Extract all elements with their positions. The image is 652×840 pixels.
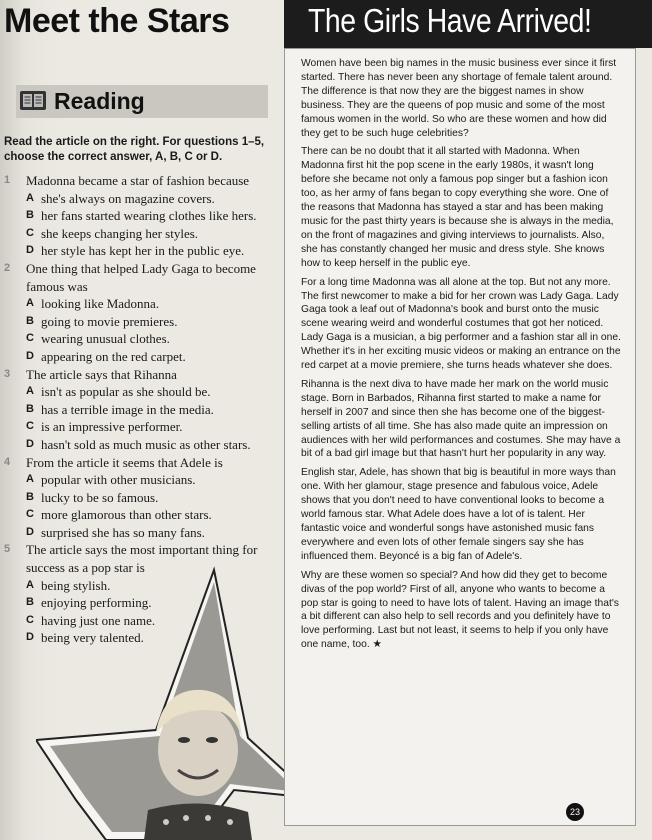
question-number: 4 (4, 455, 11, 468)
question (4, 260, 274, 366)
option-text: she keeps changing her styles. (41, 225, 199, 241)
option-text: wearing unusual clothes. (41, 331, 170, 347)
article-paragraph: There can be no doubt that it all started with Madonna. When Madonna first hit the pop scene in the early 1980s, it wasn't long before she became not only a famous pop singer but a fashion icon too, as her army of fans began to copy everything she wore. One of the reasons that Madonna has stayed a star and has been making music for the past thirty years is because she is always in the media, on the front of magazines and giving interviews to journalists. Also, she has constantly changed her music and dress style. She knows how to keep herself in the public eye. (301, 146, 614, 269)
answer-option (4, 401, 274, 419)
question-number: 5 (4, 543, 11, 556)
article-body (301, 57, 623, 657)
option-letter: D (26, 631, 34, 644)
option-text: looking like Madonna. (41, 296, 160, 312)
option-text: her style has kept her in the public eye. (41, 243, 245, 259)
question (4, 366, 274, 454)
answer-option (4, 506, 274, 524)
option-text: is an impressive performer. (41, 419, 183, 435)
option-text: she's always on magazine covers. (41, 190, 215, 206)
article-paragraph: Why are these women so special? And how did they get to become divas of the pop world? First of all, anyone who wants to become a pop star is going to need to have lots of talent. Having an image that's a bit different can also help to sell records and you definitely have to love performing. Last but not least, it seems to help if you only have one name, too. ★ (301, 569, 619, 651)
option-letter: C (26, 332, 34, 345)
option-text: more glamorous than other stars. (41, 507, 212, 523)
option-letter: A (26, 297, 34, 310)
question (4, 172, 274, 260)
question-number: 1 (4, 174, 11, 186)
option-letter: D (26, 244, 34, 257)
option-text: surprised she has so many fans. (41, 524, 205, 540)
section-header (16, 85, 268, 118)
answer-option (4, 207, 274, 225)
option-text: hasn't sold as much music as other stars. (41, 436, 251, 452)
answer-option (4, 418, 274, 436)
option-letter: C (26, 613, 34, 626)
answer-option (4, 330, 274, 348)
answer-option (4, 471, 274, 489)
option-letter: A (26, 473, 34, 486)
answer-option (4, 225, 274, 243)
option-text: enjoying performing. (41, 595, 152, 611)
star-photo (36, 560, 316, 840)
option-text: having just one name. (41, 612, 156, 628)
option-letter: B (26, 209, 34, 222)
answer-option (4, 436, 274, 454)
answer-option (4, 190, 274, 208)
option-letter: B (26, 596, 34, 609)
option-letter: B (26, 314, 34, 327)
answer-option (4, 524, 274, 542)
article-box (284, 48, 636, 826)
option-letter: A (26, 385, 34, 398)
question-stem: From the article it seems that Adele is (26, 454, 223, 470)
option-letter: A (26, 191, 34, 204)
option-letter: C (26, 226, 34, 239)
option-letter: C (26, 508, 34, 521)
option-text: popular with other musicians. (41, 472, 196, 488)
option-text: appearing on the red carpet. (41, 348, 186, 364)
option-text: being very talented. (41, 630, 144, 646)
question-stem: The article says that Rihanna (26, 366, 177, 382)
option-letter: D (26, 525, 34, 538)
option-text: being stylish. (41, 577, 111, 593)
option-letter: D (26, 437, 34, 450)
answer-option (4, 489, 274, 507)
option-text: lucky to be so famous. (41, 489, 159, 505)
question-stem: The article says the most important thing for success as a pop star is (26, 542, 258, 576)
answer-option (4, 383, 274, 401)
article-banner (284, 0, 652, 48)
question-stem: One thing that helped Lady Gaga to become famous was (26, 260, 256, 294)
option-text: going to movie premieres. (41, 313, 178, 329)
question-number: 3 (4, 367, 11, 380)
option-letter: A (26, 578, 34, 591)
page-title: Meet the Stars (4, 2, 230, 40)
section-label: Reading (54, 88, 145, 114)
article-paragraph: Rihanna is the next diva to have made her mark on the world music stage. Born in Barbados, Rihanna first started to make a name for herself in 2007 and since then she has become one of the biggest-selling artists of all time. She has also made quite an impression on audiences with her wild performances and costumes. She may have a bit of a bad girl image but that hasn't hurt her popularity in any way. (301, 378, 621, 460)
article-paragraph: For a long time Madonna was all alone at the top. But not any more. The first newcomer to make a bid for her crown was Lady Gaga. Lady Gaga took a leaf out of Madonna's book and burst onto the music scene wearing weird and wonderful costumes that got her noticed. Lady Gaga is a musician, a big performer and a fashion star all in one. Whether it's in her exciting music videos or making an entrance on the red carpet at a movie premiere, she turns heads whatever she does. (301, 276, 621, 372)
option-text: her fans started wearing clothes like hers. (41, 208, 257, 224)
question (4, 454, 274, 542)
instructions: Read the article on the right. For questions 1–5, choose the correct answer, A, B, C or D. (4, 136, 265, 163)
article-paragraph: English star, Adele, has shown that big is beautiful in more ways than one. With her glamour, stage presence and fabulous voice, Adele shows that you don't need to have conventional looks to become a world famous star. What Adele does have a lot of is talent. Her fantastic voice and wonderful songs have astonished music fans everywhere and even lots of other female singers say she has influenced them. Beyoncé is a big fan of Adele's. (301, 467, 616, 562)
article-title: The Girls Have Arrived! (308, 2, 592, 39)
answer-option (4, 295, 274, 313)
option-letter: C (26, 420, 34, 433)
option-letter: B (26, 402, 34, 415)
option-letter: D (26, 349, 34, 362)
page-number: 23 (566, 803, 584, 821)
question-stem: Madonna became a star of fashion because (26, 173, 250, 188)
answer-option (4, 242, 274, 260)
book-icon (20, 91, 46, 110)
question-number: 2 (4, 261, 11, 274)
option-text: has a terrible image in the media. (41, 401, 214, 417)
option-letter: B (26, 490, 34, 503)
article-paragraph: Women have been big names in the music business ever since it first started. There has never been any shortage of female talent around. The difference is that now they are the biggest names in show business. They are the queens of pop music and some of the most famous women in the world. So who are these women and how did they get to be such huge celebrities? (301, 58, 617, 139)
answer-option (4, 348, 274, 366)
option-text: isn't as popular as she should be. (41, 384, 211, 400)
answer-option (4, 313, 274, 331)
